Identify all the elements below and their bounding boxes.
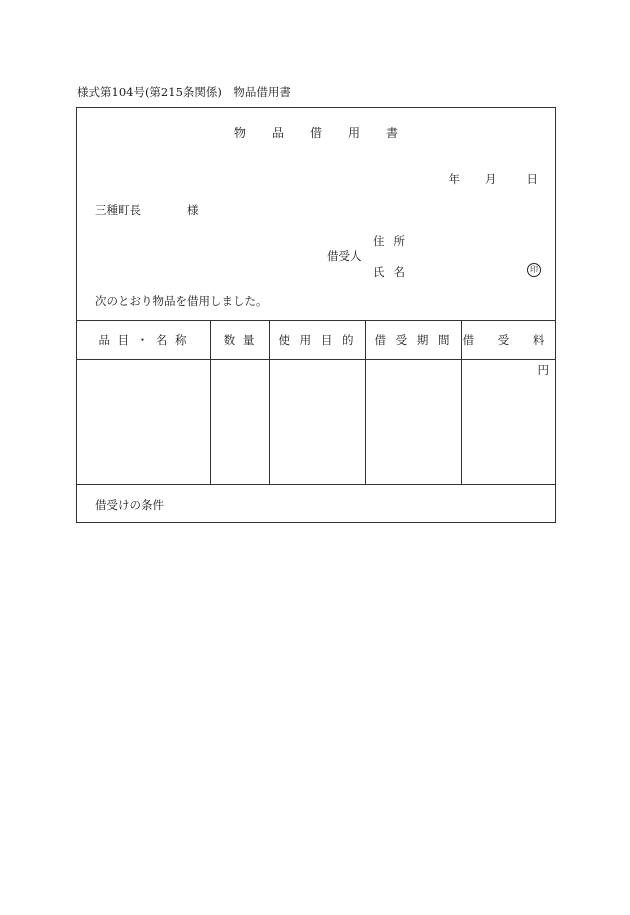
date-month-label: 月 bbox=[485, 172, 497, 186]
header-loan-period: 借 受 期 間 bbox=[374, 332, 453, 347]
header-item-name: 品 目 ・ 名 称 bbox=[98, 332, 189, 347]
addressee-name: 三種町長 bbox=[95, 203, 141, 217]
date-field bbox=[449, 171, 539, 187]
form-caption: 様式第104号(第215条関係) 物品借用書 bbox=[77, 85, 291, 99]
loan-form bbox=[76, 107, 556, 523]
table-header-rule bbox=[77, 359, 555, 360]
address-label: 住所 bbox=[373, 234, 414, 248]
header-purpose: 使 用 目 的 bbox=[278, 332, 357, 347]
addressee-suffix: 様 bbox=[187, 203, 199, 217]
date-day-label: 日 bbox=[526, 172, 538, 186]
header-quantity: 数 量 bbox=[223, 332, 257, 347]
table-bottom-rule bbox=[77, 484, 555, 485]
fee-unit-label: 円 bbox=[537, 363, 549, 377]
header-loan-fee: 借 受 料 bbox=[462, 332, 555, 347]
conditions-label: 借受けの条件 bbox=[95, 498, 164, 512]
addressee bbox=[95, 202, 199, 218]
name-label: 氏名 bbox=[373, 265, 414, 279]
seal-icon: 印 bbox=[527, 263, 541, 277]
form-title: 物品借用書 bbox=[233, 126, 424, 140]
date-year-label: 年 bbox=[448, 172, 460, 186]
borrower-label: 借受人 bbox=[327, 249, 362, 263]
statement-text: 次のとおり物品を借用しました。 bbox=[95, 294, 268, 308]
